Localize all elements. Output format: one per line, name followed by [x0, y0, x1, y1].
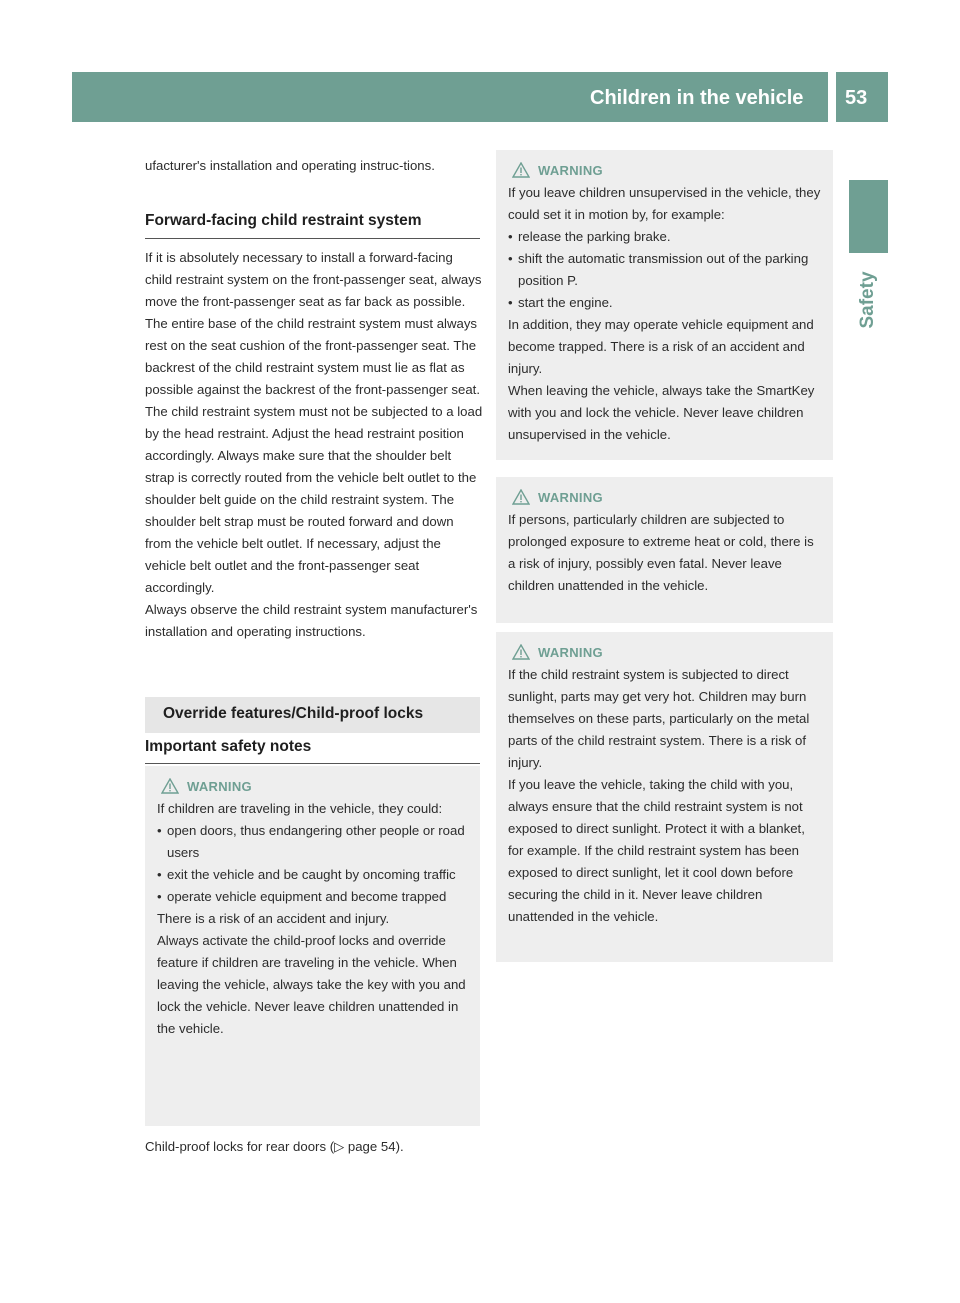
warning-box-1	[145, 766, 480, 1126]
forward-facing-body	[145, 247, 483, 643]
override-section-band	[145, 697, 480, 733]
warning-triangle-icon	[512, 489, 530, 505]
warning-label: WARNING	[187, 778, 252, 794]
warning-box-2	[496, 150, 833, 460]
warning-paragraph: There is a risk of an accident and injury.	[157, 911, 390, 926]
warning-paragraph: In addition, they may operate vehicle equipment and become trapped. There is a risk of an accident and injury.	[508, 317, 814, 376]
warning-triangle-icon	[512, 162, 530, 178]
heading-rule	[145, 238, 480, 239]
warning-paragraph: When leaving the vehicle, always take the SmartKey with you and lock the vehicle. Never leave children unsupervised in the vehicle.	[508, 383, 815, 442]
bullet-icon: •	[508, 295, 513, 310]
bullet-item	[157, 820, 468, 864]
heading-rule	[145, 763, 480, 764]
bullet-item	[508, 226, 821, 248]
warning-triangle-icon	[512, 644, 530, 660]
bullet-text: open doors, thus endangering other people or road users	[167, 823, 465, 860]
bullet-text: release the parking brake.	[518, 229, 671, 244]
warning-lead: If children are traveling in the vehicle, they could:	[157, 801, 443, 816]
warning-paragraph: If you leave the vehicle, taking the child with you, always ensure that the child restraint system is not exposed to direct sunlight. Protect it with a blanket, for example. If the child restraint system has been exposed to direct sunlight, let it cool down before securing the child in it. Never leave children unattended in the vehicle.	[508, 777, 805, 924]
bullet-icon: •	[157, 867, 162, 882]
intro-paragraph: ufacturer's installation and operating instruc-tions.	[145, 158, 435, 173]
warning-triangle-icon	[161, 778, 179, 794]
warning-label: WARNING	[538, 489, 603, 505]
warning-label: WARNING	[538, 644, 603, 660]
warning-lead: If you leave children unsupervised in the vehicle, they could set it in motion by, for example:	[508, 185, 821, 222]
forward-facing-paragraph-2: Always observe the child restraint system manufacturer's installation and operating instructions.	[145, 602, 478, 639]
section-tab-label: Safety	[857, 271, 878, 329]
bullet-icon: •	[157, 823, 162, 838]
bullet-icon: •	[508, 229, 513, 244]
warning-box-3	[496, 477, 833, 623]
forward-facing-heading: Forward-facing child restraint system	[145, 212, 422, 229]
bullet-text: exit the vehicle and be caught by oncoming traffic	[167, 867, 456, 882]
override-section-title: Override features/Child-proof locks	[163, 705, 424, 722]
bullet-item	[508, 248, 821, 292]
bullet-item	[157, 864, 468, 886]
header-separator	[828, 72, 836, 122]
intro-text	[145, 155, 480, 177]
bullet-item	[508, 292, 821, 314]
warning-paragraph: If the child restraint system is subjected to direct sunlight, parts may get very hot. Children may burn themselves on these parts, particularly on the metal parts of the child restraint system. There is a risk of injury.	[508, 667, 810, 770]
bullet-icon: •	[508, 251, 513, 266]
safety-notes-heading: Important safety notes	[145, 738, 312, 755]
warning-box-4	[496, 632, 833, 962]
warning-paragraph: If persons, particularly children are subjected to prolonged exposure to extreme heat or cold, there is a risk of injury, possibly even fatal. Never leave children unattended in the vehicle.	[508, 512, 814, 593]
page-number: 53	[845, 87, 868, 109]
bullet-item	[157, 886, 468, 908]
page-header-title: Children in the vehicle	[590, 87, 804, 109]
warning-paragraph: Always activate the child-proof locks and override feature if children are traveling in the vehicle. When leaving the vehicle, always take the key with you and lock the vehicle. Never leave children unattended in the vehicle.	[157, 933, 466, 1036]
warning-label: WARNING	[538, 162, 603, 178]
warning-header	[512, 162, 821, 178]
bullet-text: operate vehicle equipment and become trapped	[167, 889, 447, 904]
section-tab-block	[849, 180, 888, 253]
forward-facing-paragraph-1: If it is absolutely necessary to install a forward-facing child restraint system on the front-passenger seat, always move the front-passenger seat as far back as possible. The entire base of the child restraint system must always rest on the seat cushion of the front-passenger seat. The backrest of the child restraint system must lie as flat as possible against the backrest of the front-passenger seat. The child restraint system must not be subjected to a load by the head restraint. Adjust the head restraint position accordingly. Always make sure that the shoulder belt strap is correctly routed from the vehicle belt outlet to the shoulder belt guide on the child restraint system. The shoulder belt strap must be routed forward and down from the vehicle belt outlet. If necessary, adjust the vehicle belt outlet and the front-passenger seat accordingly.	[145, 250, 483, 595]
warning-header	[161, 778, 468, 794]
warning-header	[512, 644, 821, 660]
bullet-text: shift the automatic transmission out of the parking position P.	[518, 251, 809, 288]
crossref-link[interactable]: Child-proof locks for rear doors (▷ page 54).	[145, 1139, 404, 1154]
crossref-text	[145, 1136, 480, 1158]
bullet-text: start the engine.	[518, 295, 613, 310]
warning-header	[512, 489, 821, 505]
bullet-icon: •	[157, 889, 162, 904]
